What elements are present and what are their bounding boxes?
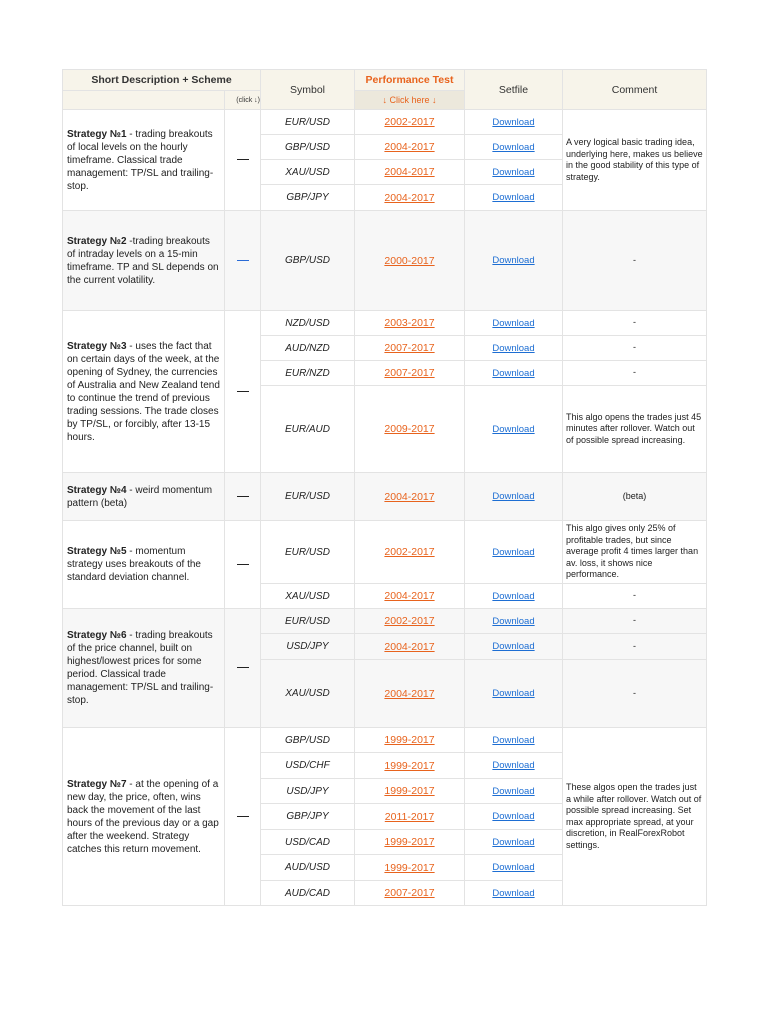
download-setfile-link[interactable]: Download (492, 590, 535, 602)
download-setfile-link[interactable]: Download (492, 760, 535, 771)
header-performance-test: Performance Test (355, 70, 465, 91)
header-click-scheme: (click ↓) (225, 91, 261, 110)
setfile-cell (465, 609, 563, 634)
symbol-cell: EUR/USD (261, 609, 355, 634)
performance-test-link[interactable]: 1999-2017 (384, 734, 435, 746)
download-setfile-link[interactable]: Download (492, 785, 535, 797)
setfile-cell (465, 779, 563, 804)
setfile-cell (465, 110, 563, 135)
table-row (63, 110, 707, 135)
download-setfile-link[interactable]: Download (492, 887, 535, 899)
performance-test-link[interactable]: 2004-2017 (384, 166, 435, 178)
symbol-cell: EUR/NZD (261, 361, 355, 386)
strategy-table-body (63, 110, 707, 906)
strategy-desc-text: - at the opening of a new day, the price, often, wins back the movement of the last hours of the previous day or a gap after the weekend. Strategy catches this return movement. (67, 778, 219, 855)
performance-cell (355, 521, 465, 584)
comment-cell: - (563, 336, 707, 361)
performance-cell (355, 311, 465, 336)
performance-cell (355, 336, 465, 361)
strategy-title: Strategy №4 (67, 484, 127, 496)
scheme-link[interactable] (237, 260, 249, 261)
setfile-cell (465, 521, 563, 584)
performance-cell (355, 185, 465, 211)
download-setfile-link[interactable]: Download (492, 317, 535, 329)
setfile-cell (465, 211, 563, 311)
scheme-link[interactable] (237, 391, 249, 392)
performance-test-link[interactable]: 1999-2017 (384, 861, 435, 874)
performance-cell (355, 135, 465, 160)
strategy-title: Strategy №7 (67, 778, 127, 790)
setfile-cell (465, 336, 563, 361)
download-setfile-link[interactable]: Download (492, 116, 535, 128)
symbol-cell: GBP/JPY (261, 804, 355, 830)
comment-cell: This algo gives only 25% of profitable trades, but since average profit 4 times larger than av. loss, it shows nice performance. (563, 521, 707, 584)
strategy-description (63, 609, 225, 728)
symbol-cell: GBP/USD (261, 211, 355, 311)
header-setfile: Setfile (465, 70, 563, 110)
performance-test-link[interactable]: 2009-2017 (384, 423, 435, 435)
header-comment: Comment (563, 70, 707, 110)
download-setfile-link[interactable]: Download (492, 141, 535, 153)
symbol-cell: GBP/JPY (261, 185, 355, 211)
comment-cell: (beta) (563, 473, 707, 521)
performance-test-link[interactable]: 2003-2017 (384, 317, 435, 329)
performance-cell (355, 728, 465, 753)
download-setfile-link[interactable]: Download (492, 862, 535, 873)
performance-test-link[interactable]: 2004-2017 (384, 687, 435, 700)
performance-cell (355, 855, 465, 881)
scheme-cell (225, 609, 261, 728)
scheme-link[interactable] (237, 564, 249, 565)
scheme-cell (225, 521, 261, 609)
strategy-description (63, 728, 225, 906)
table-row (63, 211, 707, 311)
download-setfile-link[interactable]: Download (492, 342, 535, 354)
performance-cell (355, 361, 465, 386)
performance-cell (355, 386, 465, 473)
performance-test-link[interactable]: 2004-2017 (384, 640, 435, 653)
strategy-title: Strategy №2 (67, 235, 127, 247)
scheme-cell (225, 211, 261, 311)
performance-test-link[interactable]: 1999-2017 (384, 836, 435, 848)
download-setfile-link[interactable]: Download (492, 734, 535, 746)
header-description-spacer (63, 91, 225, 110)
download-setfile-link[interactable]: Download (492, 546, 535, 558)
setfile-cell (465, 753, 563, 779)
comment-cell: - (563, 311, 707, 336)
strategy-desc-text: - trading breakouts of local levels on the hourly timeframe. Classical trade management: TP/SL and trailing-stop. (67, 128, 214, 192)
performance-cell (355, 160, 465, 185)
scheme-link[interactable] (237, 816, 249, 817)
performance-cell (355, 211, 465, 311)
performance-test-link[interactable]: 2002-2017 (384, 615, 435, 627)
symbol-cell: EUR/AUD (261, 386, 355, 473)
performance-test-link[interactable]: 2004-2017 (384, 191, 435, 204)
scheme-cell (225, 311, 261, 473)
table-row (63, 609, 707, 634)
header-short-description: Short Description + Scheme (63, 70, 261, 91)
strategy-title: Strategy №1 (67, 128, 127, 140)
symbol-cell: XAU/USD (261, 160, 355, 185)
performance-cell (355, 110, 465, 135)
performance-test-link[interactable]: 2000-2017 (384, 254, 435, 267)
performance-cell (355, 830, 465, 855)
performance-test-link[interactable]: 2011-2017 (384, 810, 435, 823)
symbol-cell: GBP/USD (261, 135, 355, 160)
performance-test-link[interactable]: 2002-2017 (384, 546, 435, 558)
setfile-cell (465, 185, 563, 211)
symbol-cell: USD/JPY (261, 634, 355, 660)
symbol-cell: XAU/USD (261, 660, 355, 728)
strategy-description (63, 211, 225, 311)
performance-test-link[interactable]: 2004-2017 (384, 490, 435, 503)
performance-cell (355, 660, 465, 728)
table-row (63, 311, 707, 336)
symbol-cell: EUR/USD (261, 521, 355, 584)
comment-cell: - (563, 361, 707, 386)
performance-cell (355, 804, 465, 830)
download-setfile-link[interactable]: Download (492, 255, 535, 266)
setfile-cell (465, 361, 563, 386)
comment-cell: - (563, 584, 707, 609)
strategy-description (63, 521, 225, 609)
strategy-title: Strategy №6 (67, 630, 127, 641)
performance-test-link[interactable]: 1999-2017 (384, 759, 435, 772)
download-setfile-link[interactable]: Download (492, 423, 535, 435)
download-setfile-link[interactable]: Download (492, 615, 535, 627)
symbol-cell: USD/JPY (261, 779, 355, 804)
strategy-desc-text: - momentum strategy uses breakouts of the standard deviation channel. (67, 546, 201, 583)
table-row (63, 728, 707, 753)
strategy-title: Strategy №5 (67, 546, 127, 557)
setfile-cell (465, 473, 563, 521)
performance-cell (355, 634, 465, 660)
performance-test-link[interactable]: 1999-2017 (384, 785, 435, 797)
download-setfile-link[interactable]: Download (492, 491, 535, 502)
scheme-cell (225, 728, 261, 906)
download-setfile-link[interactable]: Download (492, 367, 535, 379)
symbol-cell: USD/CHF (261, 753, 355, 779)
download-setfile-link[interactable]: Download (492, 641, 535, 652)
setfile-cell (465, 135, 563, 160)
performance-test-link[interactable]: 2002-2017 (384, 116, 435, 128)
download-setfile-link[interactable]: Download (492, 688, 535, 699)
strategy-title: Strategy №3 (67, 340, 127, 352)
performance-cell (355, 609, 465, 634)
setfile-cell (465, 160, 563, 185)
header-perf-click-here: ↓ Click here ↓ (355, 91, 465, 110)
strategy-description (63, 311, 225, 473)
strategy-desc-text: - uses the fact that on certain days of the week, at the opening of Sydney, the currencies of Australia and New Zealand tend to continue the trend of previous trading sessions. The trade closes by TP/SL, or forcibly, after 13-15 hours. (67, 340, 220, 443)
symbol-cell: EUR/USD (261, 110, 355, 135)
setfile-cell (465, 311, 563, 336)
strategy-table (62, 69, 707, 906)
table-row (63, 521, 707, 584)
download-setfile-link[interactable]: Download (492, 192, 535, 203)
comment-cell: These algos open the trades just a while after rollover. Watch out of possible spread increasing. Set max appropriate spread, at your discretion, in RealForexRobot settings. (563, 728, 707, 906)
scheme-link[interactable] (237, 496, 249, 497)
download-setfile-link[interactable]: Download (492, 166, 535, 178)
comment-cell: - (563, 609, 707, 634)
comment-cell: - (563, 634, 707, 660)
scheme-link[interactable] (237, 159, 249, 160)
setfile-cell (465, 804, 563, 830)
scheme-cell (225, 110, 261, 211)
setfile-cell (465, 660, 563, 728)
comment-cell: A very logical basic trading idea, underlying here, makes us believe in the good stability of this type of strategy. (563, 110, 707, 211)
setfile-cell (465, 584, 563, 609)
performance-test-link[interactable]: 2004-2017 (384, 141, 435, 153)
symbol-cell: AUD/NZD (261, 336, 355, 361)
symbol-cell: AUD/USD (261, 855, 355, 881)
comment-cell: - (563, 660, 707, 728)
performance-test-link[interactable]: 2007-2017 (384, 887, 435, 899)
performance-test-link[interactable]: 2007-2017 (384, 342, 435, 354)
performance-cell (355, 473, 465, 521)
symbol-cell: AUD/CAD (261, 881, 355, 906)
symbol-cell: EUR/USD (261, 473, 355, 521)
symbol-cell: USD/CAD (261, 830, 355, 855)
comment-cell: This algo opens the trades just 45 minutes after rollover. Watch out of possible spread increasing. (563, 386, 707, 473)
scheme-cell (225, 473, 261, 521)
performance-cell (355, 753, 465, 779)
performance-cell (355, 584, 465, 609)
strategy-desc-text: - weird momentum pattern (beta) (67, 484, 213, 509)
download-setfile-link[interactable]: Download (492, 836, 535, 848)
header-symbol: Symbol (261, 70, 355, 110)
setfile-cell (465, 386, 563, 473)
strategy-description (63, 473, 225, 521)
setfile-cell (465, 881, 563, 906)
setfile-cell (465, 855, 563, 881)
comment-cell: - (563, 211, 707, 311)
symbol-cell: GBP/USD (261, 728, 355, 753)
setfile-cell (465, 728, 563, 753)
performance-cell (355, 779, 465, 804)
download-setfile-link[interactable]: Download (492, 811, 535, 822)
setfile-cell (465, 634, 563, 660)
setfile-cell (465, 830, 563, 855)
strategy-description (63, 110, 225, 211)
performance-test-link[interactable]: 2004-2017 (384, 590, 435, 602)
performance-test-link[interactable]: 2007-2017 (384, 367, 435, 379)
performance-cell (355, 881, 465, 906)
table-row (63, 473, 707, 521)
strategy-desc-text: - trading breakouts of the price channel, built on highest/lowest prices for some period. Classical trade management: TP/SL and trailing-stop. (67, 630, 214, 706)
symbol-cell: XAU/USD (261, 584, 355, 609)
scheme-link[interactable] (237, 667, 249, 668)
strategy-desc-text: -trading breakouts of intraday levels on a 15-min timeframe. TP and SL depends on the current volatility. (67, 235, 219, 286)
symbol-cell: NZD/USD (261, 311, 355, 336)
